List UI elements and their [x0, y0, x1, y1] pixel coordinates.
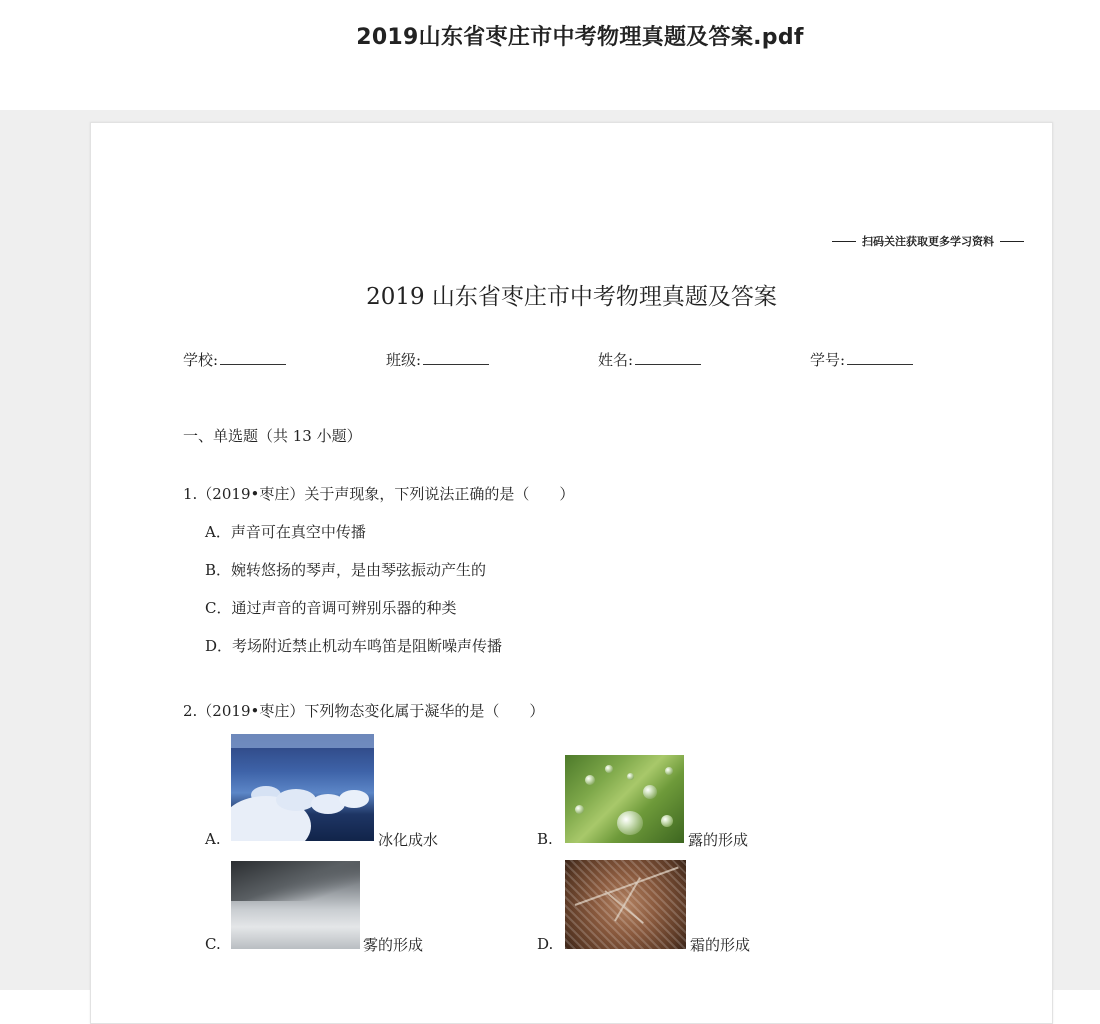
question-2-option-b-letter: B. — [537, 830, 553, 848]
photo-b-drop — [665, 767, 673, 775]
photo-d-frost — [565, 860, 686, 949]
question-2-option-a-letter: A. — [205, 830, 221, 848]
fog-photo — [231, 861, 360, 949]
student-info-row — [183, 349, 1023, 373]
question-2-option-c-caption: 雾的形成 — [363, 936, 424, 954]
header-note-text: 扫码关注获取更多学习资料 — [862, 235, 994, 248]
school-field — [183, 349, 286, 370]
question-1-option-b: B．婉转悠扬的琴声，是由琴弦振动产生的 — [205, 561, 487, 579]
document-viewer-canvas[interactable] — [0, 110, 1100, 990]
photo-b-drop — [617, 811, 643, 835]
photo-a-sky — [231, 734, 374, 748]
document-title: 2019 山东省枣庄市中考物理真题及答案 — [366, 284, 777, 310]
frost-photo — [565, 860, 686, 949]
photo-a-snow — [339, 790, 369, 808]
file-title: 2019山东省枣庄市中考物理真题及答案.pdf — [356, 25, 804, 50]
school-blank — [220, 350, 286, 365]
page-header-note — [832, 233, 1024, 249]
question-2-stem: 2.（2019•枣庄）下列物态变化属于凝华的是（ ） — [183, 702, 545, 720]
question-2-option-b-caption: 露的形成 — [688, 831, 749, 849]
pdf-page — [90, 122, 1053, 1024]
question-1-option-c: C．通过声音的音调可辨别乐器的种类 — [205, 599, 457, 617]
school-label: 学校: — [183, 351, 219, 369]
question-2-option-d-caption: 霜的形成 — [690, 936, 751, 954]
photo-b-drop — [627, 773, 634, 780]
viewer-header — [0, 0, 1100, 110]
student-id-label: 学号: — [810, 351, 846, 369]
photo-c-ridge — [231, 861, 360, 901]
question-2-option-d-letter: D. — [537, 935, 554, 953]
student-id-field — [810, 349, 913, 370]
photo-b-drop — [605, 765, 613, 773]
question-2-option-a-caption: 冰化成水 — [378, 831, 439, 849]
photo-b-drop — [643, 785, 657, 799]
class-blank — [423, 350, 489, 365]
class-field — [386, 349, 489, 370]
class-label: 班级: — [386, 351, 422, 369]
header-rule-right — [1000, 241, 1024, 242]
ice-melting-photo — [231, 734, 374, 841]
header-rule-left — [832, 241, 856, 242]
section-heading: 一、单选题（共 13 小题） — [183, 427, 362, 445]
name-blank — [635, 350, 701, 365]
photo-a-snow — [276, 789, 316, 811]
photo-b-drop — [661, 815, 673, 827]
question-1-option-a: A．声音可在真空中传播 — [205, 523, 366, 541]
dew-drops-photo — [565, 755, 684, 843]
question-1-stem: 1.（2019•枣庄）关于声现象，下列说法正确的是（ ） — [183, 485, 575, 503]
student-id-blank — [847, 350, 913, 365]
name-field — [598, 349, 701, 370]
question-2-option-c-letter: C. — [205, 935, 221, 953]
photo-b-drop — [575, 805, 584, 814]
question-1-option-d: D．考场附近禁止机动车鸣笛是阻断噪声传播 — [205, 637, 503, 655]
photo-b-drop — [585, 775, 595, 785]
name-label: 姓名: — [598, 351, 634, 369]
